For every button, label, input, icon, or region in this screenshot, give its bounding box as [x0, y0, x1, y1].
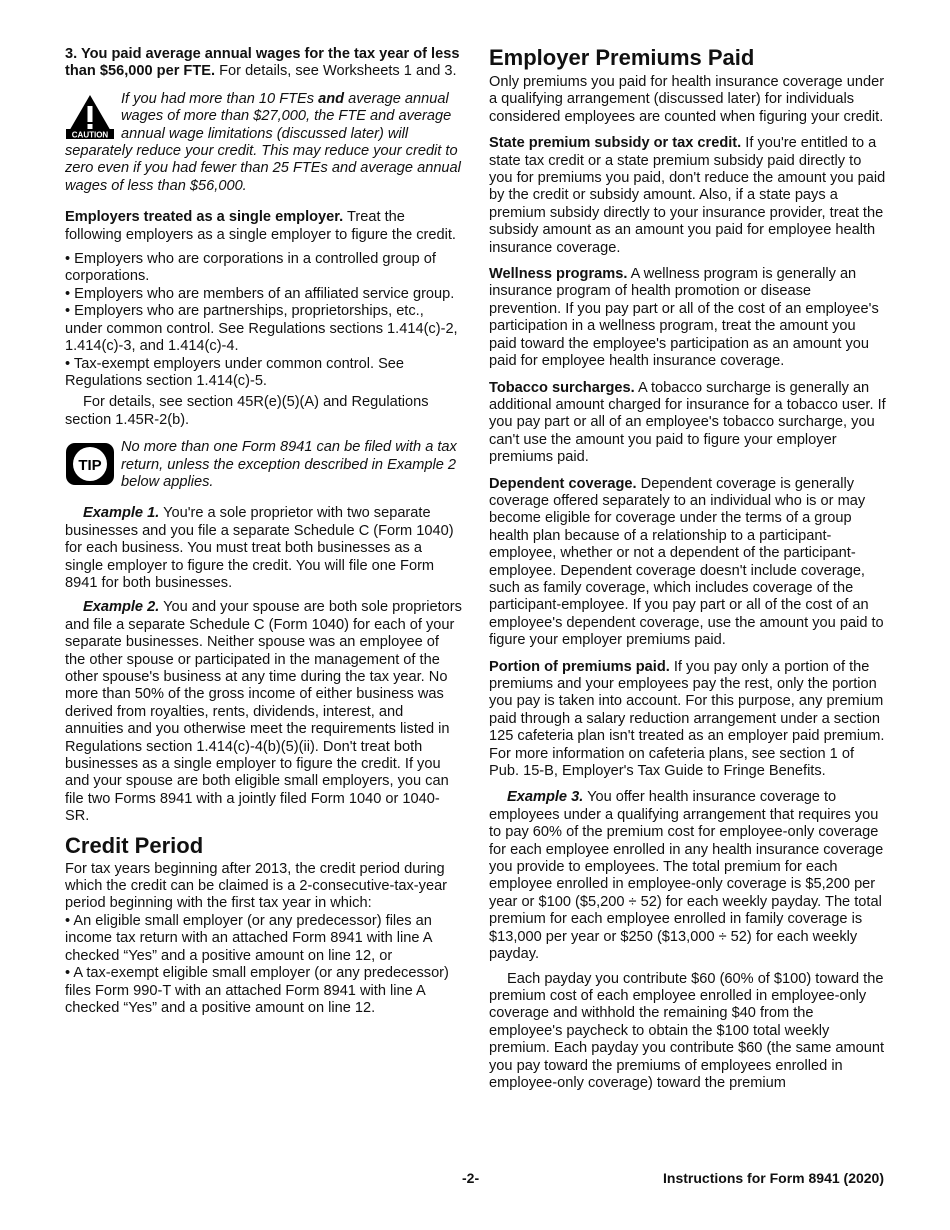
portion-heading: Portion of premiums paid. — [489, 658, 670, 675]
state-subsidy-text: If you're entitled to a state tax credit or a state premium subsidy paid directly to you for premiums you paid, don't reduce the amount you paid by the credit or subsidy amount. Also, if a state pays a premium subsidy directly to your insurance provider, treat the subsidy amount as an amount you paid for employee health insurance coverage. — [489, 135, 886, 256]
caution-and: and — [318, 90, 345, 107]
document-title: Instructions for Form 8941 (2020) — [663, 1170, 884, 1186]
caution-note — [65, 91, 463, 195]
wellness-heading: Wellness programs. — [489, 266, 628, 283]
bullet-item: • Tax-exempt employers under common control. See Regulations section 1.414(c)-5. — [65, 356, 463, 391]
state-subsidy-heading: State premium subsidy or tax credit. — [489, 135, 742, 152]
right-column — [489, 46, 887, 1099]
item-3 — [65, 46, 463, 81]
tip-note — [65, 439, 463, 491]
tobacco-text: A tobacco surcharge is generally an additional amount charged for insurance for a tobacco user. If you pay part or all of an employee's tobacco surcharge, you can't use the amount you paid to figure your employer premiums paid. — [489, 379, 886, 466]
credit-bullet-item: • An eligible small employer (or any predecessor) files an income tax return with an attached Form 8941 with line A checked “Yes” and a positive amount on line 12, or — [65, 913, 463, 965]
tip-text-2: below applies. — [121, 473, 214, 490]
wellness-paragraph — [489, 266, 887, 370]
single-employer-paragraph — [65, 209, 463, 244]
tip-text-1: No more than one Form 8941 can be filed with a tax return, unless the exception described in Example 2 — [121, 439, 457, 473]
portion-text: If you pay only a portion of the premiums and your employees pay the rest, only the portion you pay is taken into account. For this purpose, any premium paid through a salary reduction arrangement under a section 125 cafeteria plan isn't treated as an employer paid premium. For more information on cafeteria plans, see section 1 of Pub. 15-B, Employer's Tax Guide to Fringe Benefits. — [489, 658, 885, 780]
item-3-text: For details, see Worksheets 1 and 3. — [219, 63, 457, 80]
payday-paragraph: Each payday you contribute $60 (60% of $100) toward the premium cost of each employee enrolled in employee-only coverage and withhold the remaining $40 from the employee's paycheck to obtain the $100 total weekly premium. Each payday you contribute $60 (the same amount you pay toward the premiums of employees enrolled in employee-only coverage) toward the premium — [489, 970, 885, 1091]
dependent-paragraph — [489, 476, 887, 650]
example-1 — [65, 505, 463, 592]
state-subsidy-paragraph — [489, 135, 887, 257]
single-employer-heading: Employers treated as a single employer. — [65, 209, 344, 226]
bullet-item: • Employers who are corporations in a controlled group of corporations. — [65, 251, 463, 286]
tobacco-heading: Tobacco surcharges. — [489, 379, 635, 396]
caution-icon — [65, 93, 115, 139]
credit-period-heading: Credit Period — [65, 832, 204, 858]
bullet-item: • Employers who are partnerships, proprietorships, etc., under common control. See Regulations sections 1.414(c)-2, 1.414(c)-3, and 1.414(c)-4. — [65, 303, 463, 355]
example-3-label: Example 3. — [507, 789, 584, 806]
left-column — [65, 46, 463, 1017]
example-1-text: You're a sole proprietor with two separate businesses and you file a separate Schedule C (Form 1040) for each business. You must treat both businesses as a single employer to figure the credit. You will file one Form 8941 for both businesses. — [65, 505, 454, 591]
credit-period-text: For tax years beginning after 2013, the credit period during which the credit can be claimed is a 2-consecutive-tax-year period beginning with the first tax year in which: — [65, 860, 448, 912]
intro-paragraph: Only premiums you paid for health insurance coverage under a qualifying arrangement (discussed later) for individuals considered employees are counted when figuring your credit. — [489, 74, 885, 125]
tip-icon — [65, 441, 115, 487]
bullet-item: • Employers who are members of an affiliated service group. — [65, 286, 463, 303]
page-number: -2- — [462, 1170, 480, 1186]
caution-text-2: average annual wages of more than $27,000, the FTE and average annual wage limitations (discussed later) will separately reduce your credit. This may reduce your credit to zero even if you had fewer than 25 FTEs and average annual wages of less than $56,000. — [65, 90, 461, 194]
section-heading-employer-premiums: Employer Premiums Paid — [489, 45, 755, 70]
caution-label: CAUTION — [71, 130, 109, 139]
example-2 — [65, 599, 463, 825]
caution-text-1: If you had more than 10 FTEs — [121, 90, 319, 107]
item-3-heading: 3. You paid average annual wages for the tax year of less than $56,000 per FTE. — [65, 46, 460, 80]
example-1-label: Example 1. — [83, 505, 160, 522]
details-paragraph: For details, see section 45R(e)(5)(A) and Regulations section 1.45R-2(b). — [65, 394, 429, 428]
example-3-text: You offer health insurance coverage to employees under a qualifying arrangement that requires you to pay 60% of the premium cost for employee-only coverage for each employee enrolled in any health insurance coverage you provide to employees. The total premium for each employee enrolled in employee-only coverage is $5,200 per year or $100 ($5,200 ÷ 52) for each weekly payday. The total premium for each employee enrolled in family coverage is $13,000 per year or $250 ($13,000 ÷ 52) for each weekly payday. — [489, 789, 884, 963]
wellness-text: A wellness program is generally an insurance program of health promotion or disease prevention. If you pay part or all of the cost of an employee's participation in a wellness program, treat the amount you paid toward the employee's participation as an amount you paid for employee health insurance coverage. — [489, 266, 879, 370]
example-2-label: Example 2. — [83, 599, 160, 616]
tip-label: TIP — [78, 457, 102, 475]
example-3 — [489, 789, 887, 963]
example-2-text: You and your spouse are both sole proprietors and file a separate Schedule C (Form 1040) for each of your separate businesses. Neither spouse was an employee of the other spouse or participated in the management of the other spouse's business at any time during the tax year. No more than 50% of the gross income of either business was derived from royalties, rents, dividends, interest, and annuities and you otherwise meet the requirements listed in Regulations section 1.414(c)-4(b)(5)(ii). Don't treat both businesses as a single employer to figure the credit. If you and your spouse are both eligible small employers, you can file two Forms 8941 with a jointly filed Form 1040 or 1040-SR. — [65, 599, 462, 825]
single-employer-text: Treat the following employers as a single employer to figure the credit. — [65, 209, 456, 243]
credit-bullet-item: • A tax-exempt eligible small employer (or any predecessor) files Form 990-T with an attached Form 8941 with line A checked “Yes” and a positive amount on line 12. — [65, 965, 463, 1017]
dependent-text: Dependent coverage is generally coverage offered separately to an individual who is or may become eligible for coverage under the terms of a group health plan because of a relationship to a participant-employee, whether or not a dependent of the participant-employee. Dependent coverage doesn't include coverage, such as family coverage, which includes coverage of the participant-employee. If you pay part or all of the cost of an employee's dependent coverage, use the amount you paid to figure your employer premiums paid. — [489, 475, 884, 649]
dependent-heading: Dependent coverage. — [489, 475, 637, 492]
tobacco-paragraph — [489, 380, 887, 467]
portion-paragraph — [489, 659, 887, 781]
